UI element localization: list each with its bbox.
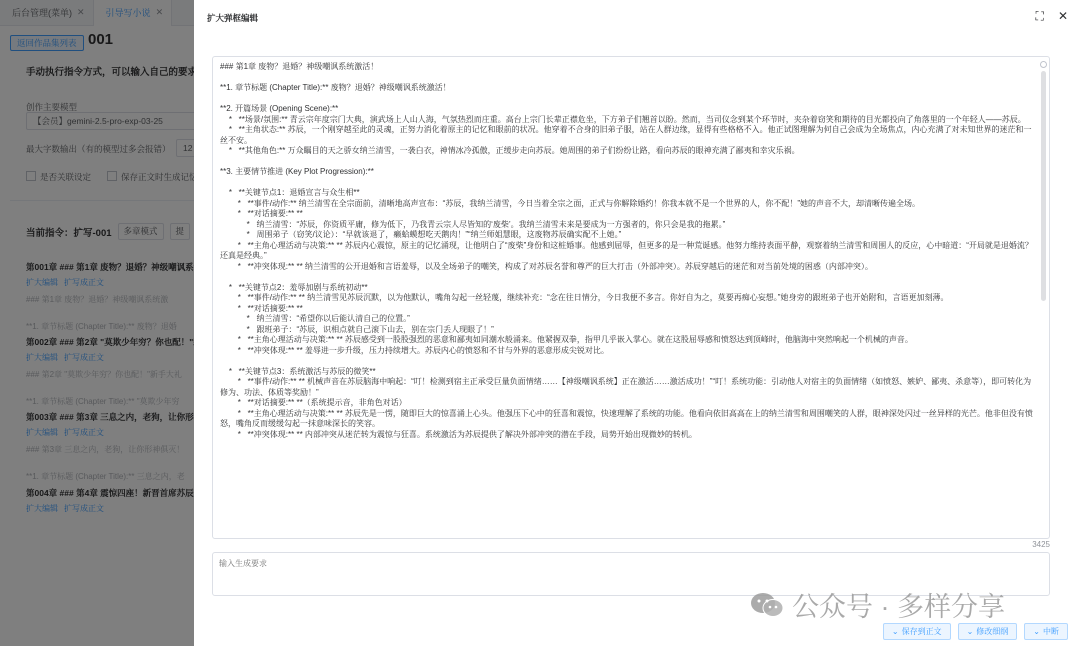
content-line (220, 272, 1033, 283)
button-label: 修改细纲 (976, 627, 1009, 636)
chevron-down-icon: ⌄ (966, 627, 974, 636)
expand-edit-dialog (194, 0, 1080, 646)
modify-outline-button[interactable] (958, 623, 1018, 640)
content-line: * **关键节点2：羞辱加剧与系统初动** (220, 282, 368, 292)
content-line (220, 356, 1033, 367)
scrollbar-thumb[interactable] (1041, 71, 1046, 301)
content-line: * **对话摘要:** **（系统提示音，非角色对话） (220, 398, 407, 407)
content-line: * **冲突体现:** ** 羞辱进一步升级，压力持续增大。苏辰内心的愤怒和不甘与外界的恶意形成尖锐对比。 (220, 345, 609, 355)
dialog-title: 扩大弹框编辑 (207, 13, 259, 23)
content-line: * 周围弟子（窃笑/议论）：“早就该退了，癞蛤蟆想吃天鹅肉！”“纳兰师姐慧眼，这废物苏辰确实配不上她。” (220, 230, 622, 239)
scrollbar[interactable] (1041, 61, 1046, 535)
content-line: * **对话摘要:** ** (220, 303, 303, 313)
content-line: * **其他角色:** 万众瞩目的天之骄女纳兰清雪，一袭白衣，神情冰冷孤傲，正缓步走向苏辰。她周围的弟子们纷纷让路，看向苏辰的眼神充满了鄙夷和幸灾乐祸。 (220, 146, 800, 155)
content-line: * 纳兰清雪：“苏辰，你资质平庸，修为低下，乃我青云宗人尽皆知的‘废柴’。我纳兰清雪未来是要成为一方强者的，你只会是我的拖累。” (220, 219, 726, 229)
dialog-controls (1036, 9, 1068, 24)
content-line (220, 178, 1033, 189)
content-line: * **对话摘要:** ** (220, 209, 303, 218)
content-line: * **关键节点1：退婚宣言与众生相** (220, 188, 360, 197)
chevron-down-icon: ⌄ (891, 627, 899, 636)
content-line: * **事件/动作:** 纳兰清雪在全宗面前，清晰地高声宣布：“苏辰，我纳兰清雪，今日当着全宗之面，正式与你解除婚约！你我本就不是一个世界的人，你不配！”她的声音不大，却清晰传遍全场。 (220, 198, 921, 208)
content-textarea[interactable] (212, 56, 1050, 539)
content-line: * **主角心理活动与决策:** ** 苏辰内心震惊，原主的记忆涌现，让他明白了“废柴”身份和这桩婚事。他感到屈辱，但更多的是一种荒诞感。他努力维持表面平静，观察着纳兰清雪和周围人的反应，心中暗道：“开局就是退婚流？还真是经典。” (220, 240, 1033, 260)
button-label: 保存到正文 (901, 627, 942, 636)
dialog-footer (883, 623, 1068, 640)
content-line: ### 第1章 废物？退婚？神级嘲讽系统激活！ (220, 62, 379, 71)
content-line (220, 73, 1033, 84)
content-line: * **主角状态:** 苏辰，一个刚穿越至此的灵魂，正努力消化着原主的记忆和眼前的状况。他穿着不合身的旧弟子服，站在人群边缘，显得有些格格不入。他正试图理解为何自己会成为全场焦点，内心充满了对未知世界的迷茫和一丝不安。 (220, 125, 1032, 145)
chevron-down-icon: ⌄ (1033, 627, 1040, 636)
content-line: * **事件/动作:** ** 纳兰清雪见苏辰沉默，以为他默认，嘴角勾起一丝轻蔑，继续补充：“念在往日情分，今日我便不多言。你好自为之，莫要再痴心妄想。”她身旁的跟班弟子也开始附和，言语更加刻薄。 (220, 293, 949, 302)
content-line (220, 94, 1033, 105)
watermark-text: 公众号 · 多样分享 (792, 592, 1005, 622)
wechat-icon (750, 591, 784, 619)
content-line: * **场景/氛围:** 青云宗年度宗门大典，演武场上人山人海，气氛热烈而庄重。高台上宗门长辈正襟危坐，下方弟子们翘首以盼。然而，当司仪念到某个环节时，夹杂着窃笑和期待的目光都投向了角落里的一个年轻人——苏辰。 (220, 114, 1026, 124)
content-line: * **主角心理活动与决策:** ** 苏辰先是一愣，随即巨大的惊喜涌上心头。他强压下心中的狂喜和震惊，快速理解了系统的功能。他看向依旧高高在上的纳兰清雪和周围嘲笑的人群，眼神深处闪过一丝异样的光芒。他非但没有愤怒，嘴角反而缓缓勾起一抹意味深长的笑容。 (220, 408, 1033, 428)
content-line: * **事件/动作:** ** 机械声音在苏辰脑海中响起：“叮！检测到宿主正承受巨量负面情绪……【神级嘲讽系统】正在激活……激活成功！”“叮！系统功能：引动他人对宿主的负面情绪（如愤怒、嫉妒、鄙夷、杀意等），即可转化为修为、功法、体质等奖励！” (220, 377, 1032, 397)
button-label: 中断 (1043, 627, 1059, 636)
watermark (750, 585, 1005, 624)
content-line: * 跟班弟子：“苏辰，识相点就自己滚下山去，别在宗门丢人现眼了！” (220, 324, 494, 334)
content-line: * 纳兰清雪：“希望你以后能认清自己的位置。” (220, 314, 410, 323)
close-icon[interactable]: ✕ (1057, 9, 1068, 23)
content-line: **1. 章节标题 (Chapter Title):** 废物？退婚？神级嘲讽系统激活！ (220, 83, 451, 92)
content-line: * **冲突体现:** ** 纳兰清雪的公开退婚和言语羞辱，以及全场弟子的嘲笑，构成了对苏辰名誉和尊严的巨大打击（外部冲突）。苏辰穿越后的迷茫和对当前处境的困惑（内部冲突）。 (220, 261, 873, 271)
save-to-text-button[interactable] (883, 623, 951, 640)
fullscreen-icon[interactable]: ⛶ (1035, 9, 1044, 23)
content-line: * **主角心理活动与决策:** ** 苏辰感受到一股股强烈的恶意和鄙夷如同潮水般涌来。他紧握双拳，指甲几乎嵌入掌心。就在这股屈辱感和愤怒达到顶峰时，他脑海中突然响起一个机械的声音。 (220, 335, 913, 344)
content-line: * **冲突体现:** ** 内部冲突从迷茫转为震惊与狂喜。系统激活为苏辰提供了解决外部冲突的潜在手段，局势开始出现微妙的转机。 (220, 429, 697, 439)
stop-button[interactable] (1024, 623, 1068, 640)
content-line: **2. 开篇场景 (Opening Scene):** (220, 104, 339, 113)
char-count: 3425 (1032, 540, 1050, 549)
content-line: **3. 主要情节推进 (Key Plot Progression):** (220, 167, 374, 176)
content-line: * **关键节点3：系统激活与苏辰的微笑** (220, 366, 376, 376)
content-line (220, 157, 1033, 168)
scroll-handle-icon[interactable] (1040, 61, 1047, 68)
